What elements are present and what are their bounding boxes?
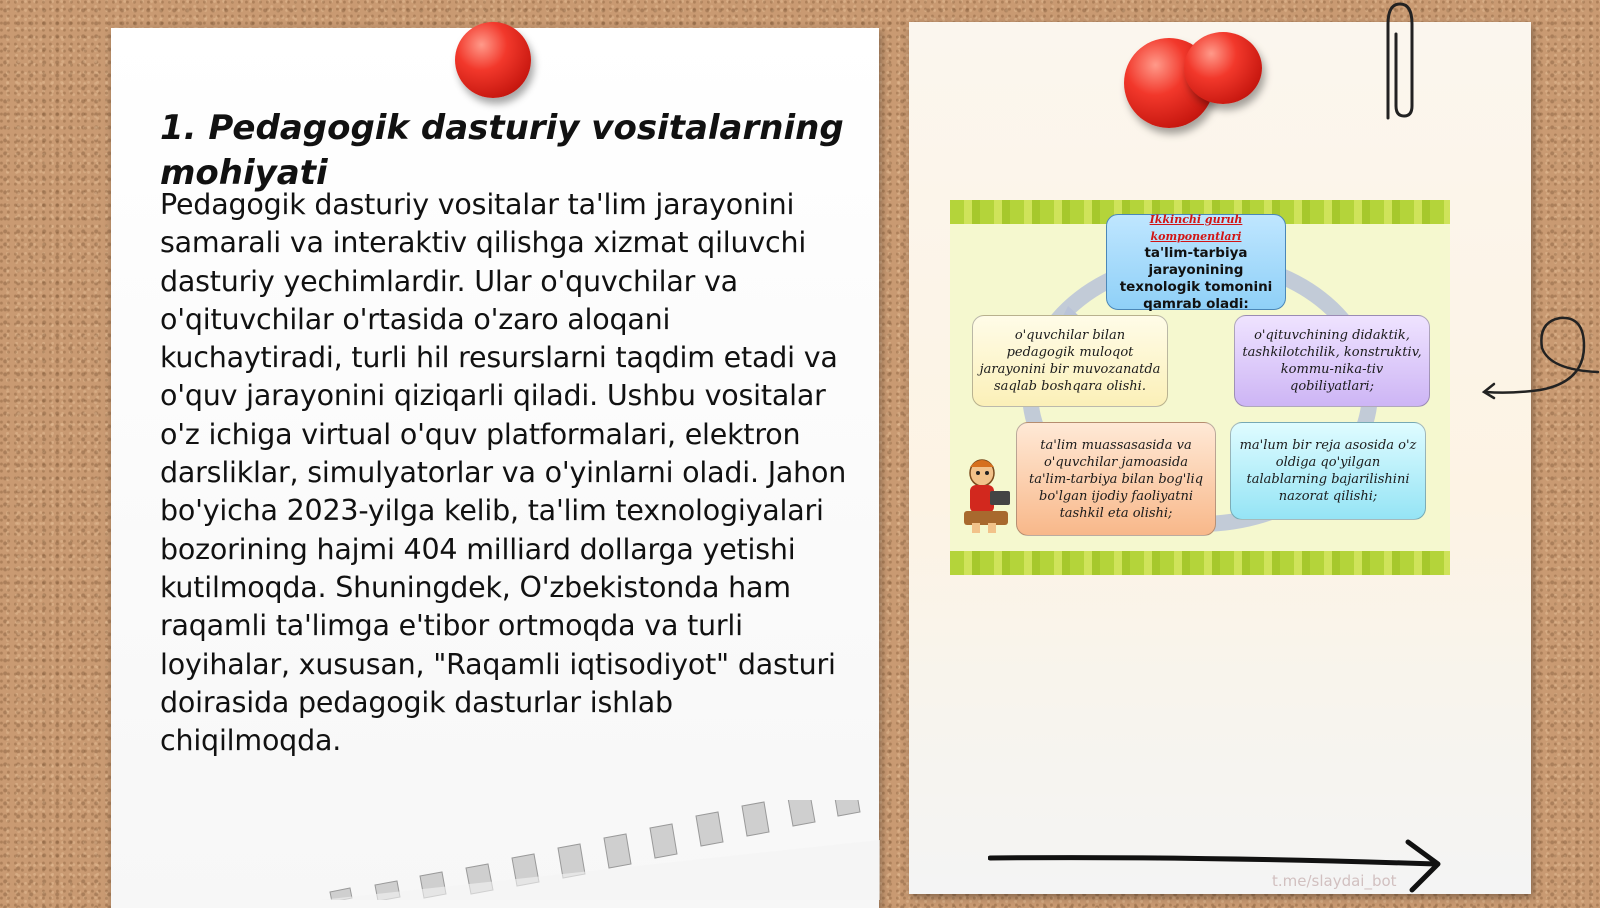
red-pushpin-left	[455, 22, 531, 98]
diagram-top-heading: Ikkinchi guruh komponentlari	[1149, 213, 1243, 243]
components-diagram	[950, 200, 1450, 575]
torn-paper-tabs	[320, 800, 880, 900]
scribble-arrow-icon	[1480, 312, 1600, 412]
red-pushpin-right-front	[1184, 32, 1262, 104]
diagram-box-bottom-right: ma'lum bir reja asosida o'z oldiga qo'yilgan talablarning bajarilishini nazorat qilishi;	[1230, 422, 1426, 520]
diagram-box-top	[1106, 214, 1286, 310]
cartoon-mascot-icon	[956, 455, 1014, 535]
diagram-box-bottom-left: ta'lim muassasasida va o'quvchilar jamoasida ta'lim-tarbiya bilan bog'liq bo'lgan ijodiy faoliyatni tashkil eta olishi;	[1016, 422, 1216, 536]
slide-title: 1. Pedagogik dasturiy vositalarning mohiyati	[160, 108, 844, 193]
diagram-box-left: o'quvchilar bilan pedagogik muloqot jarayonini bir muvozanatda saqlab boshqara olishi.	[972, 315, 1168, 407]
slide-body-text: Pedagogik dasturiy vositalar ta'lim jarayonini samarali va interaktiv qilishga xizmat qiluvchi dasturiy yechimlardir. Ular o'quvchilar va o'qituvchilar o'rtasida o'zaro aloqani kuchaytiradi, turli hil resurslarni taqdim etadi va o'quv jarayonini qiziqarli qiladi. Ushbu vositalar o'z ichiga virtual o'quv platformalari, elektron darsliklar, simulyatorlar va o'yinlarni oladi. Jahon bo'yicha 2023-yilga kelib, ta'lim texnologiyalari bozorining hajmi 404 milliard dollarga yetishi kutilmoqda. Shuningdek, O'zbekistonda ham raqamli ta'limga e'tibor ortmoqda va turli loyihalar, xususan, "Raqamli iqtisodiyot" dasturi doirasida pedagogik dasturlar ishlab chiqilmoqda.	[160, 188, 847, 758]
diagram-top-text: ta'lim-tarbiya jarayonining texnologik tomonini qamrab oladi:	[1119, 245, 1273, 312]
diagram-box-right: o'qituvchining didaktik, tashkilotchilik, konstruktiv, kommu-nika-tiv qobiliyatlari;	[1234, 315, 1430, 407]
paperclip-icon	[1376, 0, 1420, 124]
diagram-bottom-band	[950, 551, 1450, 575]
watermark-text: t.me/slaydai_bot	[1272, 872, 1397, 890]
